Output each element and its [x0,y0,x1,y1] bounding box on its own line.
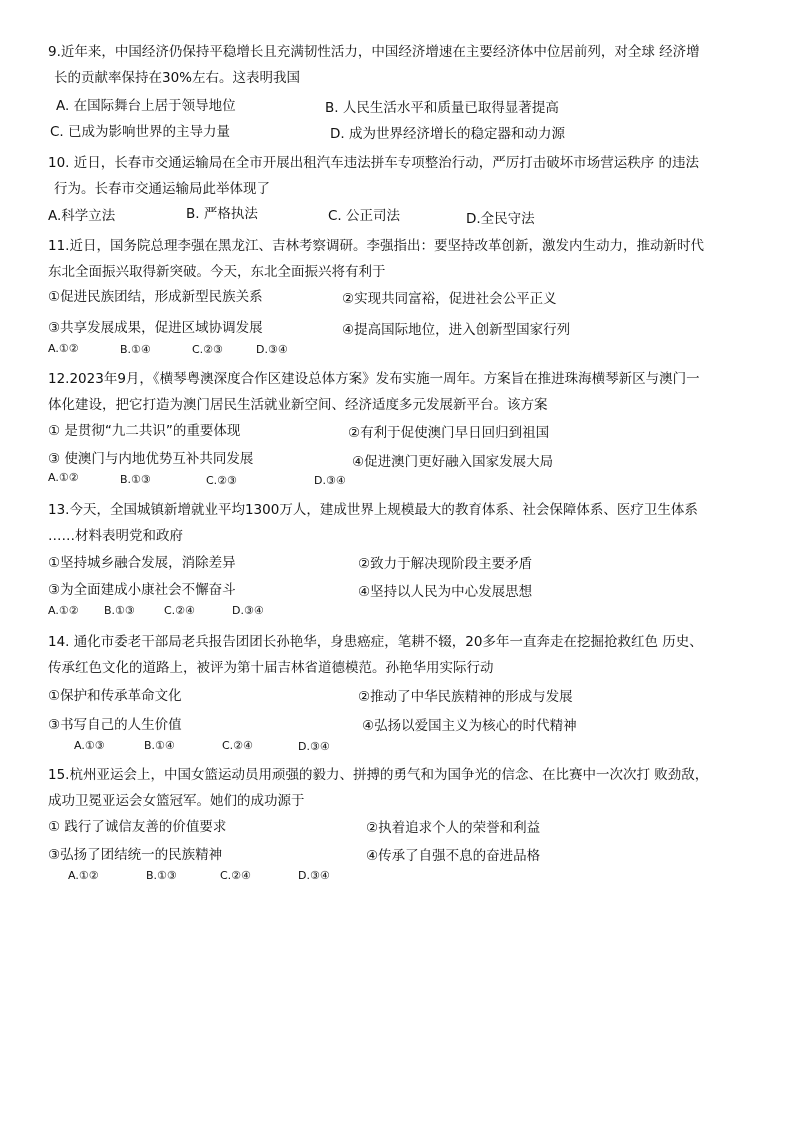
question-stem [48,150,760,202]
statement-2: ②推动了中华民族精神的形成与发展 [358,689,573,705]
option-a[interactable]: A.科学立法 [48,208,116,224]
question-stem-line: 成功卫冕亚运会女篮冠军。她们的成功源于 [48,793,305,809]
statement-4: ④传承了自强不息的奋进品格 [366,848,541,864]
option-d[interactable]: D.③④ [298,740,330,753]
question-stem-line: 9.近年来，中国经济仍保持平稳增长且充满韧性活力，中国经济增速在主要经济体中位居前列，对全球 经济增 [48,44,700,60]
question-stem-line: 长的贡献率保持在30%左右。这表明我国 [54,70,301,86]
question-stem [48,762,760,814]
question-stem-line: 传承红色文化的道路上，被评为第十届吉林省道德模范。孙艳华用实际行动 [48,660,494,676]
option-c[interactable]: C.②④ [164,604,195,617]
option-c[interactable]: C.②④ [222,739,253,752]
option-b[interactable]: B. 严格执法 [186,206,258,222]
question-stem-line: 东北全面振兴取得新突破。今天，东北全面振兴将有利于 [48,264,386,280]
question-stem-line: 10. 近日，长春市交通运输局在全市开展出租汽车违法拼车专项整治行动，严厉打击破坏市场营运秩序 的违法 [48,155,700,171]
statement-2: ②实现共同富裕，促进社会公平正义 [342,291,557,307]
option-c[interactable]: C. 公正司法 [328,208,401,224]
question-stem-line: 11.近日，国务院总理李强在黑龙江、吉林考察调研。李强指出：要坚持改革创新，激发内生动力，推动新时代 [48,238,704,254]
statement-3: ③ 使澳门与内地优势互补共同发展 [48,451,254,467]
question-stem [48,497,760,549]
statement-2: ②致力于解决现阶段主要矛盾 [358,556,533,572]
option-d[interactable]: D. 成为世界经济增长的稳定器和动力源 [330,126,565,142]
option-d[interactable]: D.③④ [256,343,288,356]
option-b[interactable]: B. 人民生活水平和质量已取得显著提高 [325,100,559,116]
option-c[interactable]: C.②③ [192,343,223,356]
question-stem-line: ……材料表明党和政府 [48,528,183,544]
option-c[interactable]: C.②③ [206,474,237,487]
option-d[interactable]: D.③④ [232,604,264,617]
question-stem-line: 体化建设，把它打造为澳门居民生活就业新空间、经济适度多元发展新平台。该方案 [48,397,548,413]
statement-1: ①坚持城乡融合发展，消除差异 [48,555,236,571]
option-b[interactable]: B.①④ [120,343,151,356]
option-d[interactable]: D.③④ [298,869,330,882]
question-stem [48,629,760,681]
statement-1: ① 是贯彻“九二共识”的重要体现 [48,423,241,439]
option-a[interactable]: A.①② [48,604,79,617]
statement-3: ③共享发展成果，促进区域协调发展 [48,320,263,336]
statement-1: ①促进民族团结，形成新型民族关系 [48,289,263,305]
question-stem [48,233,760,285]
question-stem-line: 14. 通化市委老干部局老兵报告团团长孙艳华，身患癌症，笔耕不辍，20多年一直奔走在挖掘抢救红色 历史、 [48,634,703,650]
option-c[interactable]: C.②④ [220,869,251,882]
statement-1: ① 践行了诚信友善的价值要求 [48,819,227,835]
option-b[interactable]: B.①③ [120,473,151,486]
statement-4: ④促进澳门更好融入国家发展大局 [352,454,554,470]
option-b[interactable]: B.①③ [146,869,177,882]
option-a[interactable]: A.①③ [74,739,105,752]
option-c[interactable]: C. 已成为影响世界的主导力量 [50,124,231,140]
statement-1: ①保护和传承革命文化 [48,688,182,704]
option-a[interactable]: A. 在国际舞台上居于领导地位 [56,98,236,114]
statement-2: ②有利于促使澳门早日回归到祖国 [348,425,550,441]
question-stem [48,366,760,418]
option-b[interactable]: B.①④ [144,739,175,752]
question-stem-line: 15.杭州亚运会上，中国女篮运动员用顽强的毅力、拼搏的勇气和为国争光的信念、在比赛中一次次打 败劲敌， [48,767,709,783]
question-stem-line: 行为。长春市交通运输局此举体现了 [54,181,270,197]
statement-3: ③书写自己的人生价值 [48,717,182,733]
statement-2: ②执着追求个人的荣誉和利益 [366,820,541,836]
question-stem-line: 13.今天，全国城镇新增就业平均1300万人，建成世界上规模最大的教育体系、社会保障体系、医疗卫生体系 [48,502,698,518]
statement-3: ③为全面建成小康社会不懈奋斗 [48,582,236,598]
statement-4: ④坚持以人民为中心发展思想 [358,584,533,600]
option-a[interactable]: A.①② [68,869,99,882]
option-b[interactable]: B.①③ [104,604,135,617]
option-d[interactable]: D.③④ [314,474,346,487]
option-d[interactable]: D.全民守法 [466,211,535,227]
option-a[interactable]: A.①② [48,471,79,484]
option-a[interactable]: A.①② [48,342,79,355]
question-stem-line: 12.2023年9月，《横琴粤澳深度合作区建设总体方案》发布实施一周年。方案旨在推进珠海横琴新区与澳门一 [48,371,700,387]
question-stem [48,39,760,91]
statement-3: ③弘扬了团结统一的民族精神 [48,847,223,863]
statement-4: ④弘扬以爱国主义为核心的时代精神 [362,718,577,734]
statement-4: ④提高国际地位，进入创新型国家行列 [342,322,571,338]
